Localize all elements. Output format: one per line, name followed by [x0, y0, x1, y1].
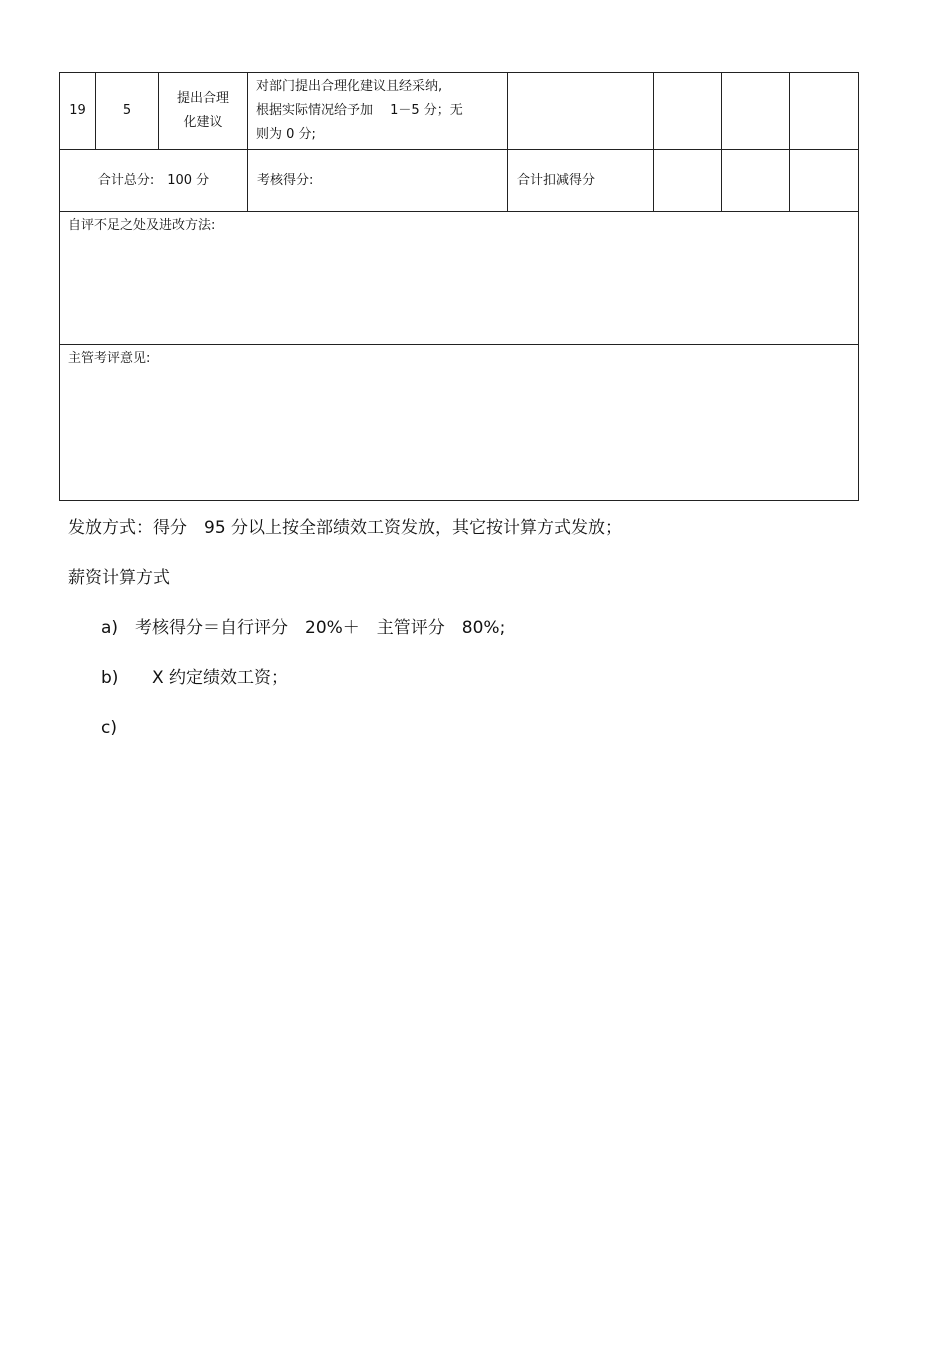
deduction-total-label: 合计扣减得分 [517, 172, 596, 188]
salary-calc-item-c [68, 708, 888, 758]
table-row-manager-review [60, 345, 859, 501]
item-text-b: X 约定绩效工资； [135, 668, 289, 688]
item-score-cell-2[interactable] [654, 73, 722, 150]
assessment-score-cell [248, 150, 508, 212]
item-number-cell [60, 73, 96, 150]
table-row-item-19 [60, 73, 859, 150]
item-description-line-1: 对部门提出合理化建议且经采纳, [256, 79, 443, 94]
table-row-total [60, 150, 859, 212]
total-score-input-2[interactable] [722, 150, 790, 212]
evaluation-table [59, 72, 859, 501]
assessment-score-label: 考核得分: [257, 172, 314, 188]
manager-review-area[interactable] [60, 345, 859, 501]
item-number: 19 [69, 103, 86, 118]
total-score-input-3[interactable] [790, 150, 859, 212]
item-description-line-3: 则为 0 分; [256, 127, 316, 142]
table-row-self-review [60, 212, 859, 345]
salary-calc-item-b [68, 658, 888, 708]
payment-method-line: 发放方式：得分 95 分以上按全部绩效工资发放，其它按计算方式发放； [68, 518, 623, 538]
item-points: 5 [122, 103, 132, 118]
total-score-cell [60, 150, 248, 212]
total-score-input-1[interactable] [654, 150, 722, 212]
salary-calc-title: 薪资计算方式 [68, 568, 170, 588]
item-marker-c: c) [101, 718, 117, 738]
item-name-line-1: 提出合理 [176, 91, 229, 106]
item-description-cell [248, 73, 508, 150]
evaluation-sheet [59, 72, 858, 501]
deduction-total-cell [508, 150, 654, 212]
item-points-cell [96, 73, 159, 150]
item-score-cell-4[interactable] [790, 73, 859, 150]
total-score-label: 合计总分: 100 分 [97, 172, 210, 188]
item-score-cell-1[interactable] [508, 73, 654, 150]
self-review-area[interactable] [60, 212, 859, 345]
item-name-cell [159, 73, 248, 150]
salary-calc-item-a [68, 608, 888, 658]
manager-review-label: 主管考评意见: [68, 351, 151, 366]
item-marker-b: b) [101, 668, 119, 688]
payment-notes [68, 508, 888, 758]
self-review-label: 自评不足之处及进改方法: [68, 218, 216, 233]
item-name-line-2: 化建议 [183, 115, 223, 130]
item-description-line-2: 根据实际情况给予加 1－5 分；无 [256, 103, 463, 118]
item-score-cell-3[interactable] [722, 73, 790, 150]
item-marker-a: a) [101, 618, 119, 638]
item-text-a: 考核得分＝自行评分 20%＋ 主管评分 80%; [135, 618, 506, 638]
